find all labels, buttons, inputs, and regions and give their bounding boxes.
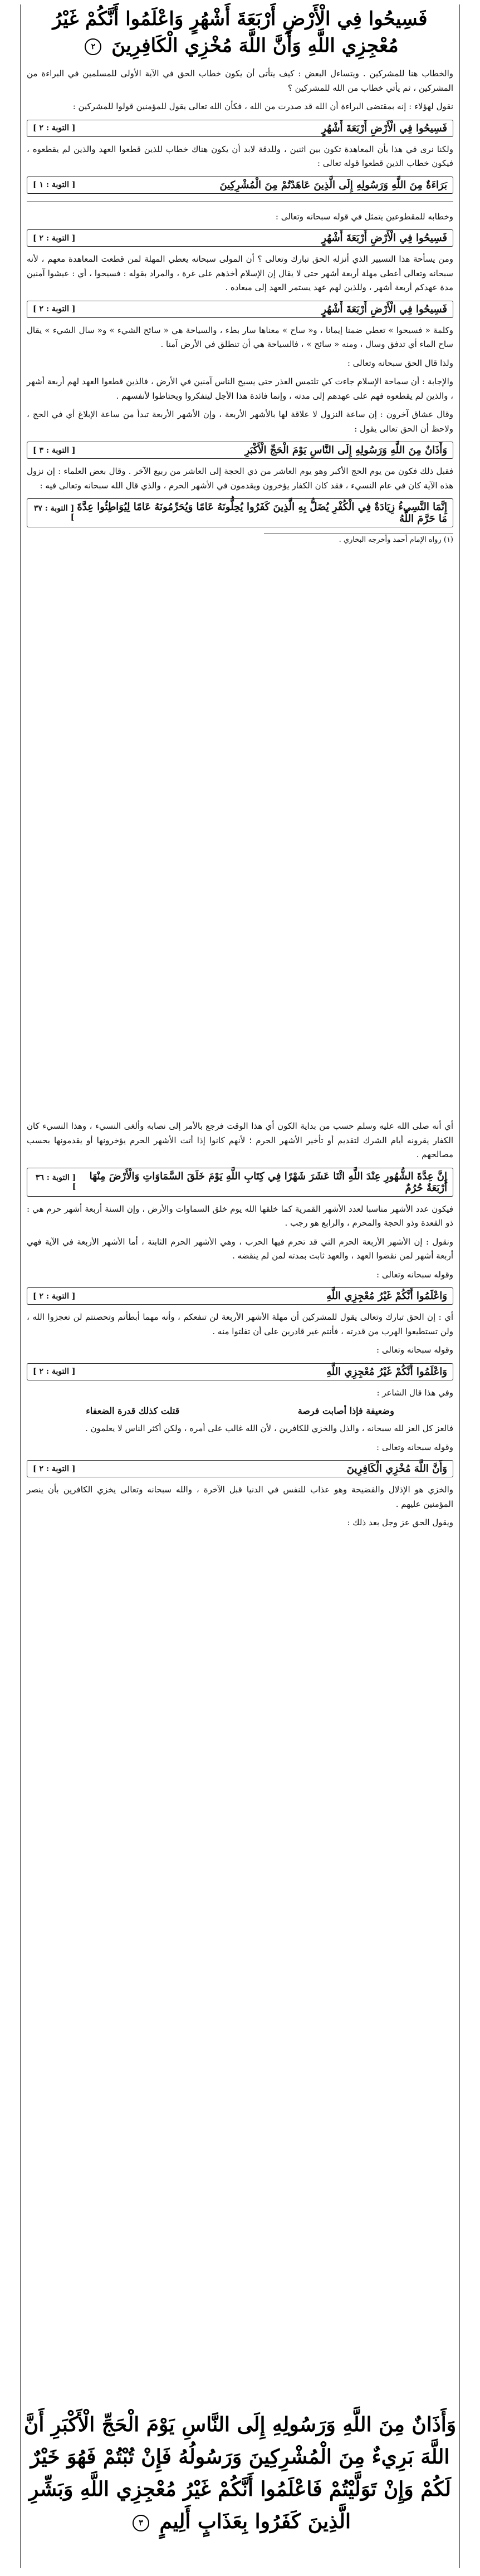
verse-reference: [ التوبة : ٢ ] bbox=[33, 1464, 76, 1473]
paragraph: وفي هذا قال الشاعر : bbox=[376, 1387, 453, 1398]
commentary-block-1 bbox=[27, 67, 453, 544]
quoted-verse-text: إِنَّ عِدَّةَ الشُّهُورِ عِنْدَ اللَّهِ اثْنَا عَشَرَ شَهْرًا فِي كِتَابِ اللَّهِ يَوْمَ خَلَقَ السَّمَاوَاتِ وَالْأَرْضَ مِنْهَا أَرْبَعَةٌ حُرُمٌ bbox=[89, 1170, 447, 1194]
quoted-verse bbox=[27, 1460, 453, 1477]
paragraph: فيكون عدد الأشهر مناسبا لعدد الأشهر القمرية كما خلقها الله يوم خلق السماوات والأرض ، وإن السنة أربعة أشهر حرم هي : ذو القعدة وذو الحجة والمحرم ، والرابع هو رجب . bbox=[27, 1203, 453, 1228]
paragraph: وقوله سبحانه وتعالى : bbox=[376, 1345, 453, 1355]
paragraph: ونقول : إن الأشهر الأربعة الحرم التي قد تحرم فيها الحرب ، وهي الأشهر الحرم الثابتة ، أما الأشهر الأربعة في الآية فهي أربعة أشهر لمن نقضوا العهد ، والعهد ثابت بمدته لمن لم ينقضه . bbox=[27, 1236, 453, 1261]
quoted-verse bbox=[27, 301, 453, 318]
quoted-verse-text: وَأَذَانٌ مِنَ اللَّهِ وَرَسُولِهِ إِلَى النَّاسِ يَوْمَ الْحَجِّ الْأَكْبَرِ bbox=[244, 444, 447, 456]
top-verse-banner bbox=[22, 6, 458, 59]
paragraph: ومن يسأحة هذا التسيير الذي أنزله الحق تبارك وتعالى ؟ أن المولى سبحانه يعطي المهلة لمن قطعت المعاهدة معهم ، لأنه سبحانه وتعالى أعطى مهلة أربعة أشهر حتى لا يقال إن الإسلام أخذهم على غرة ، والمراد بقوله : فسيحوا ، أي : عيشوا آمنين مدة عهدكم أربعة أشهر ، وللذين لهم عهد يستمر العهد إلى ميعاده . bbox=[27, 254, 453, 292]
poem-left-hemistich: قتلت كذلك قدرة الضعفاء bbox=[86, 1405, 180, 1416]
paragraph: أي : إن الحق تبارك وتعالى يقول للمشركين أن مهلة الأشهر الأربعة لن تنفعكم ، وأنه مهما أبطأتم وتحصنتم لن تعجزوا الله ، ولن تستطيعوا الهرب من قدرته ، فأنتم غير قادرين على أن تفلتوا منه . bbox=[27, 1312, 453, 1336]
paragraph: والخزي هو الإذلال والفضيحة وهو عذاب للنفس في الدنيا قبل الآخرة ، والله سبحانه وتعالى يخزي الكافرين بأن ينصر المؤمنين عليهم . bbox=[27, 1485, 453, 1509]
paragraph: والإجابة : أن سماحة الإسلام جاءت كي تلتمس العذر حتى يسيح الناس آمنين في الأرض ، فالذين قطعوا العهد لهم أربعة أشهر ، والذين لم يقطعوه فهم على عهدهم إلى مدته ، وإنما فائدة هذا الأجل ليتفكروا ويحتاطوا لأنفسهم . bbox=[27, 376, 453, 401]
verse-reference: [ التوبة : ١ ] bbox=[33, 180, 76, 189]
paragraph: ولذا قال الحق سبحانه وتعالى : bbox=[347, 357, 453, 368]
quoted-verse bbox=[27, 1363, 453, 1380]
quoted-verse-text: فَسِيحُوا فِي الْأَرْضِ أَرْبَعَةَ أَشْهُرٍ bbox=[321, 232, 447, 244]
top-verse-text: فَسِيحُوا فِي الْأَرْضِ أَرْبَعَةَ أَشْهُرٍ وَاعْلَمُوا أَنَّكُمْ غَيْرُ مُعْجِزِي اللَّهِ وَأَنَّ اللَّهَ مُخْزِي الْكَافِرِينَ bbox=[52, 8, 428, 57]
paragraph: نقول لهؤلاء : إنه بمقتضى البراءة أن الله قد صدرت من الله ، فكأن الله تعالى يقول للمؤمنين قولوا للمشركين : bbox=[72, 101, 453, 111]
quoted-verse bbox=[27, 1287, 453, 1305]
paragraph: أي أنه صلى الله عليه وسلم حسب من بداية الكون أي هذا الوقت فرجع بالأمر إلى نصابه وألغى النسيء ، وهذا النسيء كان الكفار يقرونه أيام الشرك لتقديم أو تأخير الأشهر الحرم ؛ لأنهم كانوا إذا أتت الأشهر الحرم يؤخرونها أو يقدمونها بحسب مصالحهم . bbox=[27, 1121, 453, 1159]
quoted-verse bbox=[27, 498, 453, 527]
paragraph: وقوله سبحانه وتعالى : bbox=[376, 1269, 453, 1280]
paragraph: والخطاب هنا للمشركين . ويتساءل البعض : كيف يتأتى أن يكون خطاب الحق في الآية الأولى للمسلمين في البراءة من المشركين ، ثم يأتي خطاب من الله للمشركين ؟ bbox=[27, 68, 453, 93]
paragraph: ويقول الحق عز وجل بعد ذلك : bbox=[347, 1517, 453, 1527]
verse-reference: [ التوبة : ٢ ] bbox=[33, 124, 76, 133]
bottom-verse-banner bbox=[22, 2408, 458, 2538]
verse-reference: [ التوبة : ٣ ] bbox=[33, 445, 76, 455]
verse-reference: [ التوبة : ٢ ] bbox=[33, 233, 76, 243]
poem-verse bbox=[27, 1405, 453, 1416]
footnote: (١) رواه الإمام أحمد وأخرجه البخاري . bbox=[264, 533, 453, 544]
paragraph: ولكنا نرى في هذا بأن المعاهدة تكون بين اثنين ، وللدقة لابد أن يكون هناك خطاب للذين قطعوا العهد والذين لم يقطعوه ، فيكون خطاب الذين قطعوا قوله تعالى : bbox=[27, 144, 453, 168]
quoted-verse-text: فَسِيحُوا فِي الْأَرْضِ أَرْبَعَةَ أَشْهُرٍ bbox=[321, 122, 447, 134]
verse-reference: [ التوبة : ٣٧ ] bbox=[33, 504, 75, 522]
quoted-verse-text: بَرَاءَةٌ مِنَ اللَّهِ وَرَسُولِهِ إِلَى الَّذِينَ عَاهَدْتُمْ مِنَ الْمُشْرِكِينَ bbox=[219, 179, 447, 191]
bottom-verse-text: وَأَذَانٌ مِنَ اللَّهِ وَرَسُولِهِ إِلَى النَّاسِ يَوْمَ الْحَجِّ الْأَكْبَرِ أَنَّ اللَّهَ بَرِيءٌ مِنَ الْمُشْرِكِينَ وَرَسُولُهُ فَإِنْ تُبْتُمْ فَهُوَ خَيْرٌ لَكُمْ وَإِنْ تَوَلَّيْتُمْ فَاعْلَمُوا أَنَّكُمْ غَيْرُ مُعْجِزِي اللَّهِ وَبَشِّرِ الَّذِينَ كَفَرُوا بِعَذَابٍ أَلِيمٍ bbox=[23, 2413, 457, 2533]
paragraph: وقال عشاق آخرون : إن ساعة النزول لا علاقة لها بالأشهر الأربعة ، وإن الأشهر الأربعة تبدأ من ساعة الإبلاغ أي في الحج ، ولاحظ أن الحق تعالى يقول : bbox=[27, 409, 453, 434]
paragraph: فالعز كل العز لله سبحانه ، والذل والخزي للكافرين ، لأن الله غالب على أمره ، ولكن أكثر الناس لا يعلمون . bbox=[85, 1423, 453, 1433]
ayah-number-badge: ٣ bbox=[133, 2515, 149, 2531]
quoted-verse bbox=[27, 442, 453, 459]
commentary-block-2 bbox=[27, 1119, 453, 1535]
paragraph: وقوله سبحانه وتعالى : bbox=[376, 1442, 453, 1452]
ayah-number-badge: ٢ bbox=[85, 38, 101, 55]
paragraph: وكلمة « فسيحوا » تعطي ضمنا إيمانا ، و« ساح » معناها سار بطء ، والسياحة هي « سائح الشيء » و« سال الشيء » يقال ساح الماء أي تدفق وسال ، ومنه « سائح » ، فالسياحة هي أن تنطلق في الأرض آمنا . bbox=[27, 325, 453, 349]
quoted-verse bbox=[27, 120, 453, 137]
quoted-verse-text: فَسِيحُوا فِي الْأَرْضِ أَرْبَعَةَ أَشْهُرٍ bbox=[321, 303, 447, 315]
quoted-verse-text: وَأَنَّ اللَّهَ مُخْزِي الْكَافِرِينَ bbox=[346, 1463, 447, 1475]
poem-right-hemistich: وضعيفة فإذا أصابت فرصة bbox=[297, 1405, 394, 1416]
quoted-verse bbox=[27, 177, 453, 194]
verse-reference: [ التوبة : ٢ ] bbox=[33, 1367, 76, 1376]
verse-reference: [ التوبة : ٣٦ ] bbox=[35, 1173, 76, 1191]
paragraph: وخطابه للمقطوعين يتمثل في قوله سبحانه وتعالى : bbox=[275, 211, 453, 222]
quoted-verse bbox=[27, 1168, 453, 1197]
verse-reference: [ التوبة : ٢ ] bbox=[33, 1291, 76, 1301]
quoted-verse-text: إِنَّمَا النَّسِيءُ زِيَادَةٌ فِي الْكُفْرِ يُضَلُّ بِهِ الَّذِينَ كَفَرُوا يُحِلُّونَهُ عَامًا وَيُحَرِّمُونَهُ عَامًا لِيُوَاطِئُوا عِدَّةَ مَا حَرَّمَ اللَّهُ bbox=[77, 501, 447, 525]
quoted-verse-text: وَاعْلَمُوا أَنَّكُمْ غَيْرُ مُعْجِزِي اللَّهِ bbox=[326, 1290, 447, 1302]
paragraph: فقبل ذلك فكون من يوم الحج الأكبر وهو يوم العاشر من ذي الحجة إلى العاشر من ربيع الآخر . وقال بعض العلماء : إن نزول هذه الآية كان في عام النسيء ، فقد كان الكفار يؤخرون ويقدمون في الأشهر الحرم ، والذي قال الله سبحانه وتعالى فيه : bbox=[27, 466, 453, 491]
verse-reference: [ التوبة : ٢ ] bbox=[33, 305, 76, 314]
quoted-verse-text: وَاعْلَمُوا أَنَّكُمْ غَيْرُ مُعْجِزِي اللَّهِ bbox=[326, 1365, 447, 1378]
quoted-verse bbox=[27, 229, 453, 247]
